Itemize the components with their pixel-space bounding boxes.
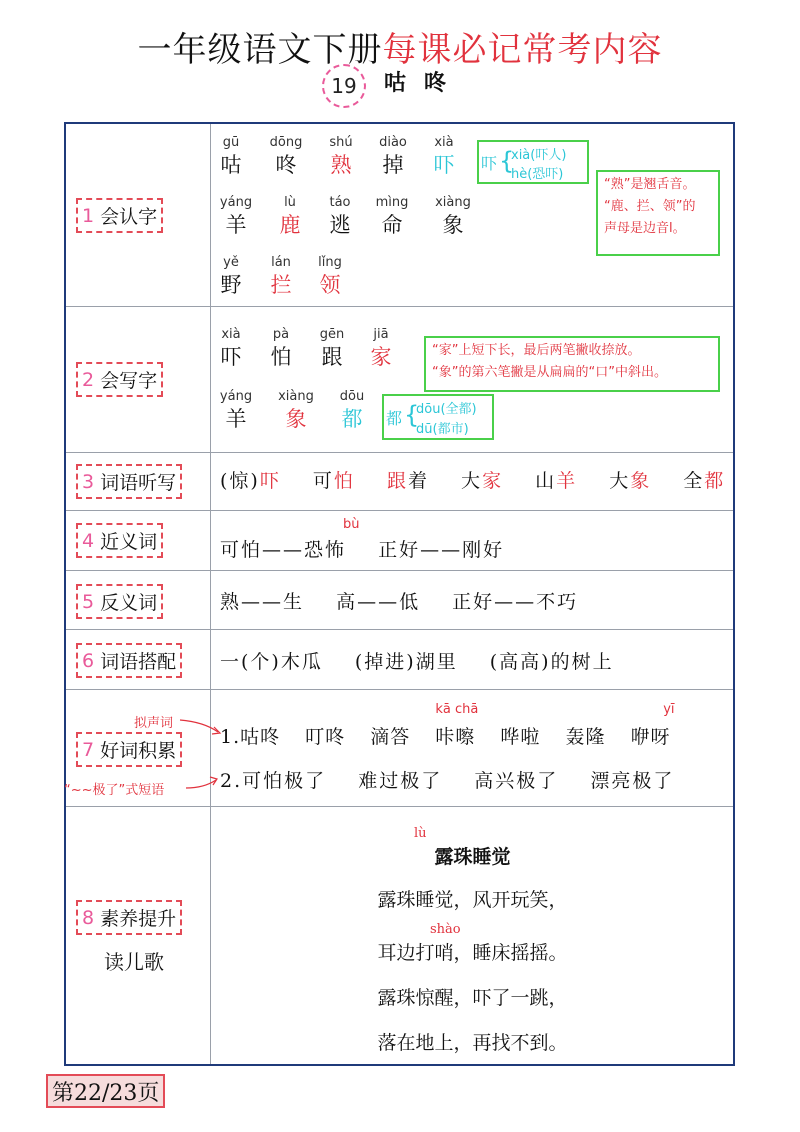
section-label-collocations: 6 词语搭配 [76,643,182,678]
poem-title: 露珠睡觉 [434,846,511,868]
section-label-good-words: 7 好词积累 [76,732,182,767]
pinyin-annotation: lù [414,826,427,841]
section-label-antonyms: 5 反义词 [76,584,163,619]
row-divider [66,452,733,453]
row-divider [66,510,733,511]
synonyms-line: 可怕——恐怖 正好——刚好 [220,539,505,561]
pinyin-annotation: shào [430,922,461,937]
good-words-line-1: 1.咕咚 叮咚 滴答 kā chā 咔嚓 哗啦 轰隆 yī 咿呀 [220,702,675,748]
lesson-title: 咕咚 [384,71,465,96]
char-cell: pà 怕 [270,327,292,369]
polyphone-box: 吓 { xià(吓人) hè(恐吓) [477,140,589,184]
page-title [0,22,800,71]
char-cell: yáng 羊 [219,195,253,237]
section-label-literacy: 8 素养提升 [76,900,182,935]
char-cell: yě 野 [220,255,242,297]
dictation-line: (惊)吓 可怕 跟着 大家 山羊 大象 全都 [220,470,726,492]
collocations-line: 一(个)木瓜 (掉进)湖里 (高高)的树上 [220,651,614,673]
char-cell: lǐng 领 [318,255,342,297]
char-cell: dōu 都 [339,389,365,431]
section-label-recognize: 1 会认字 [76,198,163,233]
char-cell: lán 拦 [270,255,292,297]
section-label-synonyms: 4 近义词 [76,523,163,558]
char-cell: mìng 命 [375,195,409,237]
antonyms-line: 熟——生 高——低 正好——不巧 [220,591,579,613]
section-sublabel: 读儿歌 [104,950,164,974]
char-cell: shú 熟 [329,135,353,177]
char-cell: gū 咕 [220,135,242,177]
section-label-write: 2 会写字 [76,362,163,397]
row-divider [66,689,733,690]
char-cell: dōng 咚 [269,135,303,177]
section-label-dictation: 3 词语听写 [76,464,182,499]
char-cell: yáng 羊 [219,389,253,431]
char-cell: lù 鹿 [279,195,301,237]
poem-line: 落在地上，再找不到。 [377,1032,568,1054]
row-divider [66,306,733,307]
page-indicator: 第22/23页 [46,1074,165,1108]
side-note: 拟声词 [134,716,174,731]
poem-line: 露珠睡觉，风开玩笑， [377,889,568,911]
title-highlight: 每课必记常考内容 [382,30,663,70]
char-cell: jiā 家 [370,327,392,369]
arrow-icon [176,708,236,798]
char-cell: xiàng 象 [435,195,471,237]
lesson-number: 19 [322,64,366,108]
good-words-line-2: 2.可怕极了 难过极了 高兴极了 漂亮极了 [220,770,675,792]
side-note: “~~极了”式短语 [64,783,165,798]
note-box: “熟”是翘舌音。 “鹿、拦、领”的 声母是边音l。 [596,170,720,256]
char-cell: xià 吓 [433,135,455,177]
char-cell: xiàng 象 [278,389,314,431]
pinyin-annotation: bù [343,517,360,532]
title-main: 一年级语文下册 [137,30,383,70]
row-divider [66,806,733,807]
poem-line: 露珠惊醒，吓了一跳， [377,987,568,1009]
polyphone-box: 都 { dōu(全都) dū(都市) [382,394,494,440]
char-cell: diào 掉 [379,135,407,177]
row-divider [66,570,733,571]
note-box: “家”上短下长，最后两笔撇收捺放。 “象”的第六笔撇是从扁扁的“口”中斜出。 [424,336,720,392]
char-cell: gēn 跟 [319,327,345,369]
char-cell: táo 逃 [329,195,351,237]
poem-line: 耳边打哨，睡床摇摇。 [377,942,568,964]
char-cell: xià 吓 [220,327,242,369]
row-divider [66,629,733,630]
